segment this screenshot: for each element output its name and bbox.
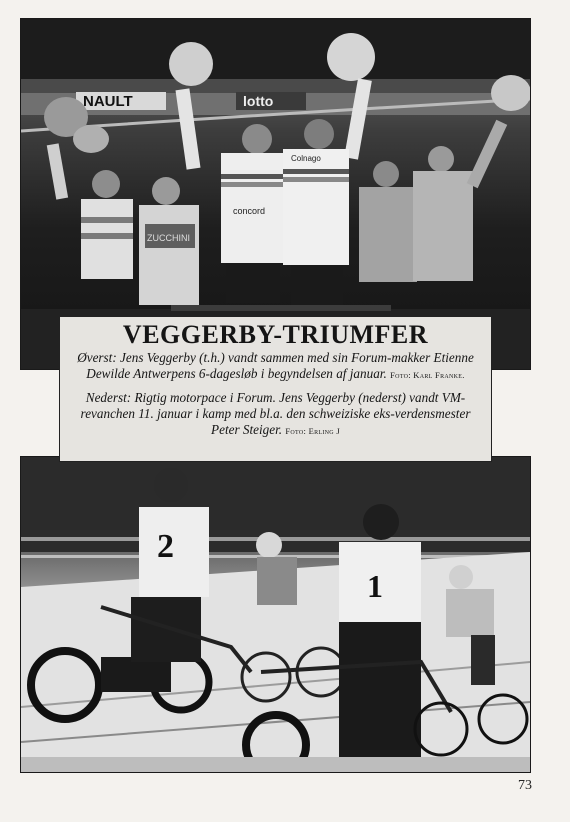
article-headline: VEGGERBY-TRIUMFER [122,320,429,349]
caption-top-text: Øverst: Jens Veggerby (t.h.) vandt sammen med sin Forum-makker Etienne Dewilde Antwerpens 6-dagesløb i begyndelsen af januar. [77,350,474,381]
jersey-text-concord: concord [233,206,266,216]
caption-top [66,350,485,383]
page-number: 73 [518,778,532,793]
caption-bottom [66,390,485,439]
photo-credit-bottom: Foto: Erling J [285,426,340,436]
race-scene [21,457,530,772]
caption-bottom-text: Nederst: Rigtig motorpace i Forum. Jens Veggerby (nederst) vandt VM-revanchen 11. januar i kamp med bl.a. den schweiziske eks-verdensmester Peter Steiger. [80,390,471,437]
pacer-left-vest [139,507,209,597]
bib-number-right: 1 [367,568,383,604]
banner-text-left: NAULT [83,93,133,110]
bib-number-left: 2 [157,528,174,565]
photo-credit-top: Foto: Karl Franke. [390,370,465,380]
jersey-text-colnago: Colnago [291,154,321,163]
jersey-text-zucchini: ZUCCHINI [147,233,190,243]
banner-text-mid: lotto [243,93,274,109]
photo-motorpace-race [20,456,531,773]
caption-box [59,316,492,462]
